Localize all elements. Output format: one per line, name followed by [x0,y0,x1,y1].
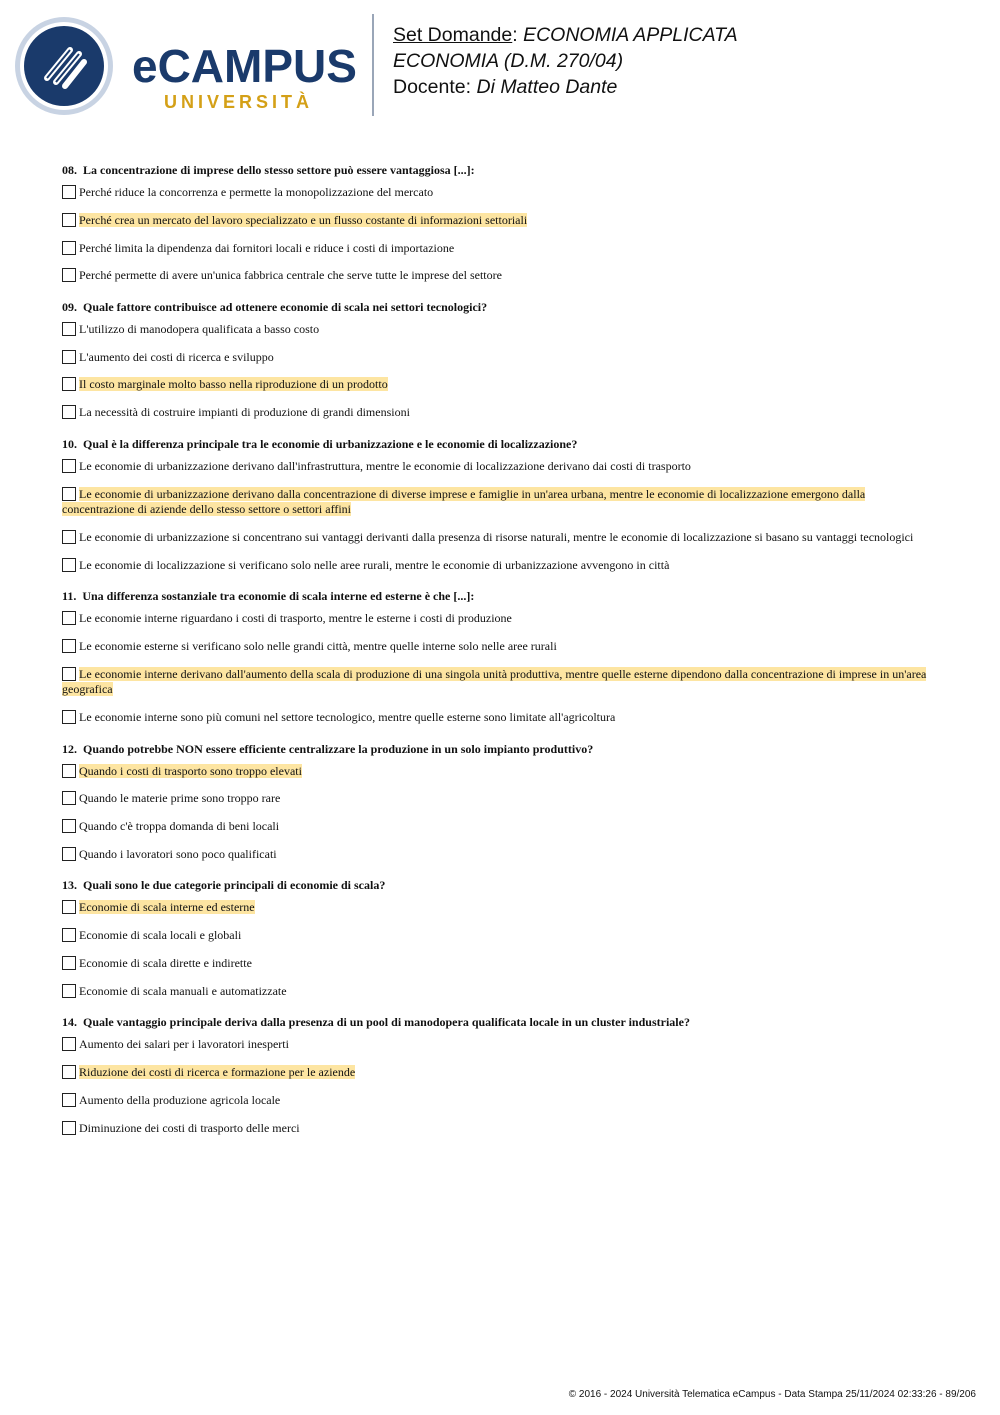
question-title [62,161,932,179]
question-title [62,876,932,894]
answer-label: Aumento della produzione agricola locale [79,1092,281,1107]
teacher-label: Docente: [393,76,472,98]
answer-label: Perché crea un mercato del lavoro specializzato e un flusso costante di informazioni settoriali [79,212,528,227]
checkbox[interactable] [62,487,76,501]
checkbox[interactable] [62,900,76,914]
answer-option [62,530,932,546]
question-block [62,298,932,421]
checkbox[interactable] [62,1093,76,1107]
question-text: Quando potrebbe NON essere efficiente centralizzare la produzione in un solo impianto produttivo? [83,741,594,756]
answer-label: Perché limita la dipendenza dai fornitori locali e riduce i costi di importazione [79,240,455,255]
answer-label: Le economie interne sono più comuni nel settore tecnologico, mentre quelle esterne sono limitate all'agricoltura [79,710,616,725]
answer-label: Perché riduce la concorrenza e permette la monopolizzazione del mercato [79,185,434,199]
checkbox[interactable] [62,984,76,998]
checkbox[interactable] [62,928,76,942]
answer-label: Le economie di urbanizzazione derivano dall'infrastruttura, mentre le economie di localizzazione derivano dai costi di trasporto [79,458,691,473]
answer-option [62,791,932,807]
checkbox[interactable] [62,268,76,282]
question-text: La concentrazione di imprese dello stesso settore può essere vantaggiosa [...]: [83,163,475,177]
page-header [0,0,1000,140]
answer-option-correct [62,900,932,916]
question-text: Qual è la differenza principale tra le economie di urbanizzazione e le economie di localizzazione? [83,436,578,451]
answer-label: Quando i costi di trasporto sono troppo elevati [79,763,302,778]
answer-label: Economie di scala interne ed esterne [79,900,255,915]
question-title [62,740,932,758]
answer-option [62,956,932,972]
answer-option [62,558,932,574]
question-block [62,587,932,725]
checkbox[interactable] [62,611,76,625]
answer-option-correct [62,667,932,698]
logo-wordmark: eCAMPUS [132,40,357,92]
answer-option [62,639,932,655]
degree-name: ECONOMIA (D.M. 270/04) [393,50,624,72]
checkbox[interactable] [62,791,76,805]
checkbox[interactable] [62,710,76,724]
question-number: 08. [62,163,77,177]
answer-option [62,350,932,366]
answer-label: Il costo marginale molto basso nella riproduzione di un prodotto [79,377,388,392]
answer-label: Quando c'è troppa domanda di beni locali [79,819,280,834]
checkbox[interactable] [62,1121,76,1135]
question-title [62,587,932,605]
checkbox[interactable] [62,1065,76,1079]
answer-label: Economie di scala manuali e automatizzate [79,983,287,998]
answer-option [62,185,932,201]
answer-label: L'aumento dei costi di ricerca e sviluppo [79,349,274,364]
page-footer: © 2016 - 2024 Università Telematica eCampus - Data Stampa 25/11/2024 02:33:26 - 89/206 [568,1389,976,1400]
checkbox[interactable] [62,1037,76,1051]
answer-label: Economie di scala dirette e indirette [79,956,252,971]
course-line: Set Domande: ECONOMIA APPLICATA [393,24,738,46]
question-block [62,1013,932,1136]
checkbox[interactable] [62,185,76,199]
question-number: 11. [62,589,77,604]
answer-option [62,847,932,863]
answer-label: Le economie di urbanizzazione derivano dalla concentrazione di diverse imprese e famiglie in un'area urbana, mentre le economie di localizzazione emergono dalla concentrazione di aziende dello stesso settore o settori affini [62,486,866,517]
question-text: Quale fattore contribuisce ad ottenere economie di scala nei settori tecnologici? [83,299,488,314]
answer-option [62,710,932,726]
question-block [62,161,932,284]
answer-option [62,984,932,1000]
course-name: ECONOMIA APPLICATA [523,24,738,46]
question-number: 12. [62,741,77,756]
question-title [62,435,932,453]
answer-label: L'utilizzo di manodopera qualificata a basso costo [79,321,320,336]
logo-subtext: UNIVERSITÀ [164,92,314,112]
header-divider [372,14,374,116]
answer-option-correct [62,213,932,229]
answer-label: Le economie di urbanizzazione si concentrano sui vantaggi derivanti dalla presenza di risorse naturali, mentre le economie di localizzazione si basano su vantaggi tecnologici [79,529,914,544]
checkbox[interactable] [62,350,76,364]
answer-label: La necessità di costruire impianti di produzione di grandi dimensioni [79,405,410,420]
question-block [62,876,932,999]
answer-option [62,268,932,284]
answer-option [62,459,932,475]
question-title [62,298,932,316]
answer-option [62,322,932,338]
answer-option-correct [62,487,932,518]
answer-label: Perché permette di avere un'unica fabbrica centrale che serve tutte le imprese del settore [79,268,502,283]
answer-option-correct [62,377,932,393]
question-number: 13. [62,878,77,893]
question-text: Quale vantaggio principale deriva dalla presenza di un pool di manodopera qualificata locale in un cluster industriale? [83,1015,690,1030]
question-title [62,1013,932,1031]
course-info [393,22,738,100]
answer-label: Riduzione dei costi di ricerca e formazione per le aziende [79,1065,356,1080]
answer-label: Le economie di localizzazione si verificano solo nelle aree rurali, mentre le economie di urbanizzazione avvengono in città [79,557,670,572]
answer-option [62,241,932,257]
answer-option [62,405,932,421]
checkbox[interactable] [62,667,76,681]
answer-option [62,819,932,835]
teacher-name: Di Matteo Dante [476,76,618,98]
answer-option-correct [62,1065,932,1081]
question-list [62,161,932,1150]
answer-option [62,1037,932,1053]
answer-option [62,611,932,627]
ecampus-logo [14,16,359,116]
answer-option [62,1121,932,1137]
question-block [62,740,932,863]
answer-label: Quando le materie prime sono troppo rare [79,791,281,806]
question-number: 14. [62,1015,77,1030]
answer-option [62,1093,932,1109]
checkbox[interactable] [62,322,76,336]
checkbox[interactable] [62,459,76,473]
answer-label: Le economie interne derivano dall'aumento della scala di produzione di una singola unità produttiva, mentre quelle esterne dipendono dalla concentrazione di imprese in un'area geografica [62,666,927,697]
answer-label: Quando i lavoratori sono poco qualificati [79,846,277,861]
set-label: Set Domande [393,24,513,46]
checkbox[interactable] [62,530,76,544]
answer-option-correct [62,764,932,780]
checkbox[interactable] [62,819,76,833]
question-text: Una differenza sostanziale tra economie di scala interne ed esterne è che [...]: [82,589,475,604]
checkbox[interactable] [62,213,76,227]
checkbox[interactable] [62,764,76,778]
checkbox[interactable] [62,377,76,391]
checkbox[interactable] [62,405,76,419]
question-text: Quali sono le due categorie principali di economie di scala? [83,878,386,893]
answer-label: Le economie interne riguardano i costi di trasporto, mentre le esterne i costi di produzione [79,611,512,626]
answer-option [62,928,932,944]
question-number: 10. [62,436,77,451]
checkbox[interactable] [62,241,76,255]
answer-label: Diminuzione dei costi di trasporto delle merci [79,1120,300,1135]
answer-label: Aumento dei salari per i lavoratori inesperti [79,1037,289,1052]
answer-label: Economie di scala locali e globali [79,928,242,943]
answer-label: Le economie esterne si verificano solo nelle grandi città, mentre quelle interne solo nelle aree rurali [79,638,557,653]
teacher-line [393,74,738,100]
checkbox[interactable] [62,847,76,861]
checkbox[interactable] [62,956,76,970]
question-number: 09. [62,299,77,314]
checkbox[interactable] [62,558,76,572]
question-block [62,435,932,573]
checkbox[interactable] [62,639,76,653]
